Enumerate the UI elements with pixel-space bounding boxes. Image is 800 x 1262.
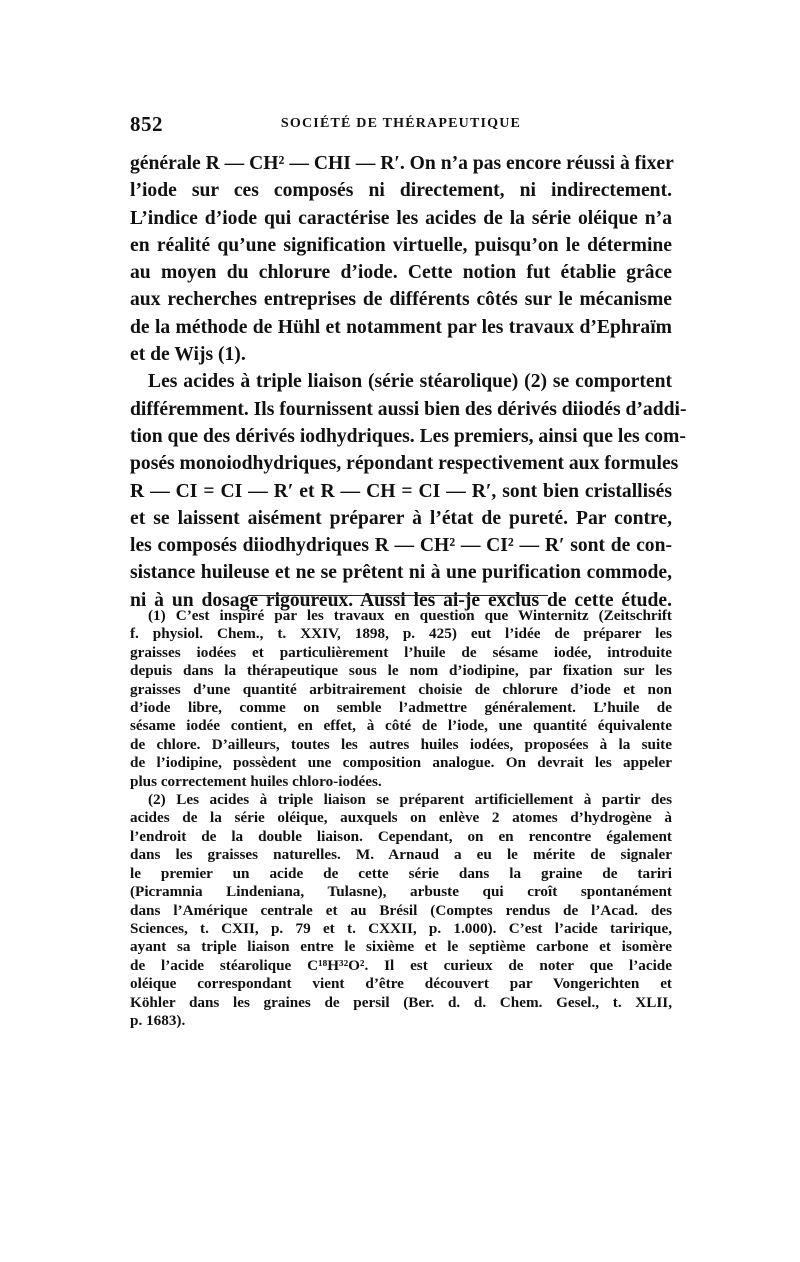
footnote-line: sésame iodée contient, en effet, à côté de l’iode, une quantité équivalente	[130, 717, 672, 735]
footnote-line: Köhler dans les graines de persil (Ber. d. d. Chem. Gesel., t. XLII,	[130, 993, 672, 1011]
running-title: SOCIÉTÉ DE THÉRAPEUTIQUE	[280, 116, 522, 131]
body-line: R — CI = CI — R′ et R — CH = CI — R′, sont bien cristallisés	[130, 480, 672, 502]
footnote-line: dans les graisses naturelles. M. Arnaud a eu le mérite de signaler	[130, 846, 672, 864]
footnote-line: (Picramnia Lindeniana, Tulasne), arbuste qui croît spontanément	[130, 883, 672, 901]
body-line: et de Wijs (1).	[130, 344, 246, 366]
body-line: sistance huileuse et ne se prêtent ni à une purification commode,	[130, 562, 672, 584]
footnote-separator	[248, 595, 548, 596]
footnote-line: p. 1683).	[130, 1011, 186, 1029]
footnote-line: dans l’Amérique centrale et au Brésil (Comptes rendus de l’Acad. des	[130, 901, 672, 919]
footnote-line: l’endroit de la double liaison. Cependant, on en rencontre également	[130, 827, 672, 845]
body-line: de la méthode de Hühl et notamment par les travaux d’Ephraïm	[130, 316, 672, 338]
page-header	[130, 112, 672, 140]
footnote-1	[130, 607, 672, 791]
footnote-line: graisses iodées et particulièrement l’huile de sésame iodée, introduite	[130, 643, 672, 661]
footnote-line: plus correctement huiles chloro-iodées.	[130, 772, 382, 790]
footnote-line: Sciences, t. CXII, p. 79 et t. CXXII, p. 1.000). C’est l’acide taririque,	[130, 919, 672, 937]
body-line: posés monoiodhydriques, répondant respectivement aux formules	[130, 453, 679, 475]
body-line: générale R — CH² — CHI — R′. On n’a pas encore réussi à fixer	[130, 153, 674, 174]
body-line: l’iode sur ces composés ni directement, ni indirectement.	[130, 180, 672, 202]
body-line: ni à un dosage rigoureux. Aussi les ai-je exclus de cette étude.	[130, 589, 672, 611]
body-line: différemment. Ils fournissent aussi bien des dérivés diiodés d’addi-	[130, 398, 687, 420]
body-line: L’indice d’iode qui caractérise les acides de la série oléique n’a	[130, 207, 672, 229]
footnote-2	[130, 791, 672, 1030]
body-line: au moyen du chlorure d’iode. Cette notion fut établie grâce	[130, 262, 672, 284]
footnotes	[130, 607, 672, 1030]
footnote-line: (1) C’est inspiré par les travaux en question que Winternitz (Zeitschrift	[148, 607, 672, 624]
body-line: Les acides à triple liaison (série stéarolique) (2) se comportent	[148, 371, 672, 393]
main-text	[130, 150, 687, 614]
footnote-line: depuis dans la thérapeutique sous le nom d’iodipine, par fixation sur les	[130, 662, 672, 680]
body-line: en réalité qu’une signification virtuelle, puisqu’on le détermine	[130, 234, 672, 256]
footnote-line: graisses d’une quantité arbitrairement choisie de chlorure d’iode et non	[130, 680, 672, 698]
footnote-line: d’iode libre, comme on semble l’admettre généralement. L’huile de	[130, 699, 672, 717]
footnote-line: oléique correspondant vient d’être découvert par Vongerichten et	[130, 975, 672, 993]
page-number: 852	[130, 112, 163, 136]
footnote-line: de l’iodipine, possèdent une composition analogue. On devrait les appeler	[130, 754, 672, 772]
footnote-line: le premier un acide de cette série dans la graine de tariri	[130, 864, 672, 882]
body-line: aux recherches entreprises de différents côtés sur le mécanisme	[130, 289, 672, 311]
footnote-line: (2) Les acides à triple liaison se préparent artificiellement à partir des	[148, 791, 672, 809]
footnote-line: de l’acide stéarolique C¹⁸H³²O². Il est curieux de noter que l’acide	[130, 956, 672, 974]
footnote-line: ayant sa triple liaison entre le sixième et le septième carbone et isomère	[130, 938, 672, 956]
body-line: et se laissent aisément préparer à l’état de pureté. Par contre,	[130, 507, 672, 529]
body-line: les composés diiodhydriques R — CH² — CI² — R′ sont de con-	[130, 535, 672, 557]
footnote-line: de chlore. D’ailleurs, toutes les autres huiles iodées, proposées à la suite	[130, 735, 672, 753]
footnote-line: f. physiol. Chem., t. XXIV, 1898, p. 425) eut l’idée de préparer les	[130, 625, 672, 643]
footnote-line: acides de la série oléique, auxquels on enlève 2 atomes d’hydrogène à	[130, 809, 672, 827]
body-line: tion que des dérivés iodhydriques. Les premiers, ainsi que les com-	[130, 425, 686, 447]
